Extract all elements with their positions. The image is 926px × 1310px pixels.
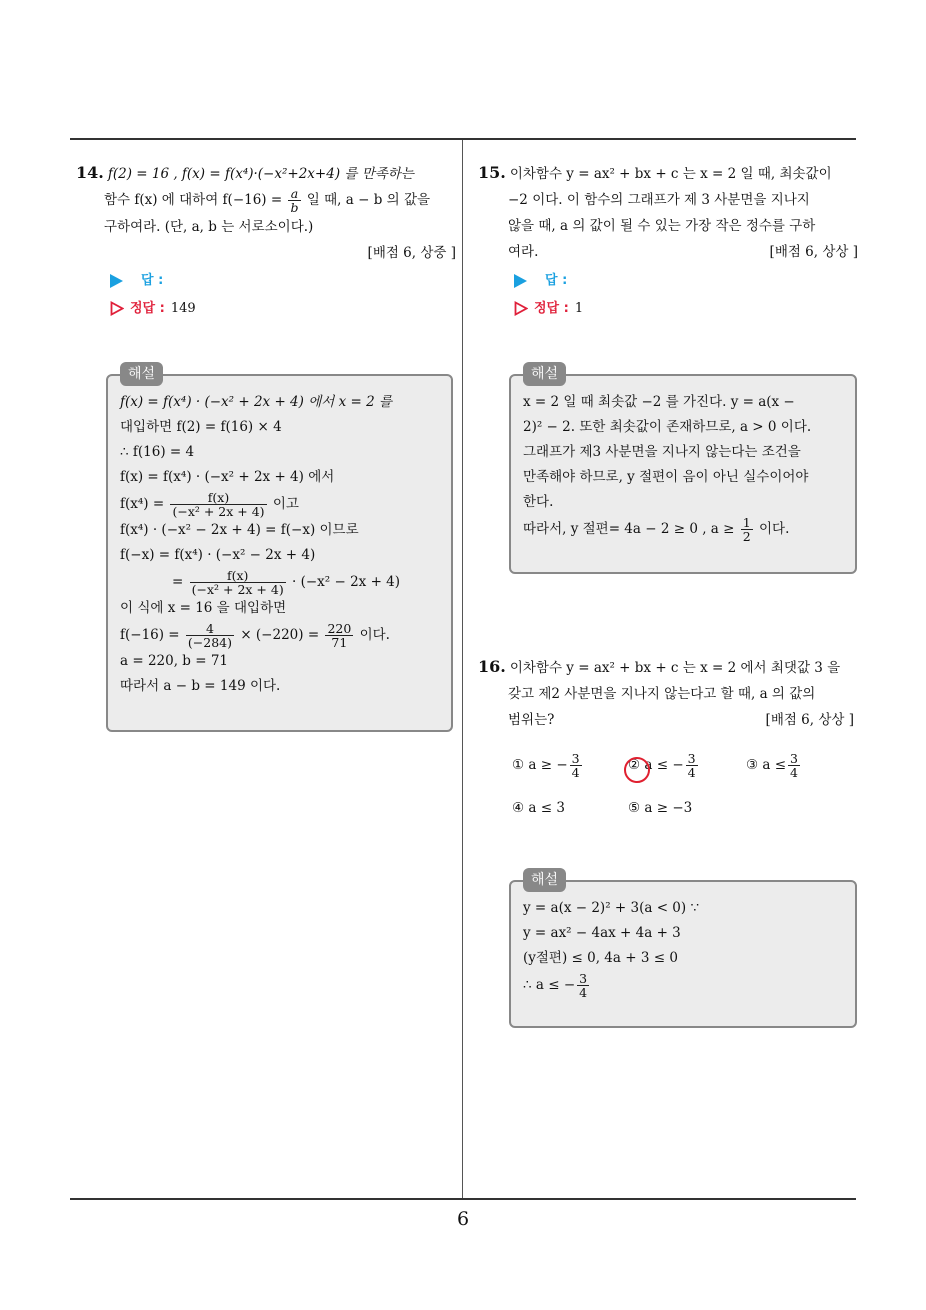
explanation-tag: 해설	[523, 868, 566, 892]
column-divider	[462, 140, 463, 1200]
correct-value: 149	[170, 301, 196, 316]
fraction-a-over-b: $\frac{a}{b}$	[290, 186, 299, 215]
question-text-line3: 않을 때, a 의 값이 될 수 있는 가장 작은 정수를 구하	[508, 218, 816, 234]
choice-3[interactable]: ③ a ≤ $\frac{3}{4}$	[746, 751, 798, 780]
answer-label: 답 :	[141, 273, 164, 288]
explanation-box-16	[509, 872, 857, 1028]
explain-line: f(x⁴) = $\frac{f(x)}{\text{(−x² + 2x + 4)}}$ 이고	[120, 490, 299, 519]
explanation-tag: 해설	[120, 362, 163, 386]
question-text-line1: f(2) = 16 , f(x) = f(x⁴)·(−x²+2x+4) 를 만족하는	[107, 166, 414, 182]
explain-line: f(x) = f(x⁴) · (−x² + 2x + 4) 에서	[120, 469, 335, 485]
score-label: [배점 6, 상상 ]	[769, 244, 858, 260]
explanation-tag: 해설	[523, 362, 566, 386]
explain-line: y = a(x − 2)² + 3(a < 0) ∵	[523, 900, 700, 916]
answer-arrow-icon	[110, 274, 123, 288]
correct-value: 1	[574, 301, 584, 316]
score-label: [배점 6, 상상 ]	[765, 712, 854, 728]
question-text-line2b: 일 때, a − b 의 값을	[306, 192, 431, 208]
explain-line: 따라서 a − b = 149 이다.	[120, 678, 281, 694]
question-14	[76, 160, 456, 266]
choice-5[interactable]: ⑤ a ≥ −3	[628, 800, 693, 816]
question-text-line2: 갖고 제2 사분면을 지나지 않는다고 할 때, a 의 값의	[508, 686, 816, 702]
correct-answer-row	[514, 296, 583, 322]
question-15	[478, 160, 858, 265]
question-number: 15.	[478, 163, 506, 182]
explain-line: y = ax² − 4ax + 4a + 3	[523, 925, 681, 941]
choice-1[interactable]: ① a ≥ − $\frac{3}{4}$	[512, 751, 580, 780]
choice-2[interactable]: ② a ≤ − $\frac{3}{4}$	[628, 751, 696, 780]
question-16	[478, 654, 858, 733]
explain-line: a = 220, b = 71	[120, 653, 229, 669]
question-text-line2a: 함수 f(x) 에 대하여 f(−16) =	[104, 192, 283, 208]
explain-line: ∴ f(16) = 4	[120, 444, 195, 460]
explain-line: 2)² − 2. 또한 최솟값이 존재하므로, a > 0 이다.	[523, 419, 812, 435]
explain-line: ∴ a ≤ − $\frac{3}{4}$	[523, 971, 588, 1000]
explain-line: 그래프가 제3 사분면을 지나지 않는다는 조건을	[523, 444, 801, 460]
question-text-line3: 범위는? [배점 6, 상상 ]	[478, 707, 858, 733]
explain-line: f(x⁴) · (−x² − 2x + 4) = f(−x) 이므로	[120, 522, 359, 538]
choice-4[interactable]: ④ a ≤ 3	[512, 800, 565, 816]
answer-row	[514, 268, 567, 294]
correct-arrow-icon	[514, 301, 528, 316]
correct-arrow-icon	[110, 301, 124, 316]
answer-label: 답 :	[545, 273, 568, 288]
score-label: [배점 6, 상중 ]	[367, 245, 456, 261]
explain-line: 한다.	[523, 494, 554, 510]
correct-answer-row	[110, 296, 196, 322]
answer-row	[110, 268, 163, 294]
correct-label: 정답 :	[130, 301, 165, 316]
top-rule	[70, 138, 856, 140]
explanation-box-15	[509, 366, 857, 574]
question-number: 14.	[76, 163, 104, 182]
explanation-box-14	[106, 366, 453, 732]
explain-line: 이 식에 x = 16 을 대입하면	[120, 600, 287, 616]
explain-line: 만족해야 하므로, y 절편이 음이 아닌 실수이어야	[523, 469, 809, 485]
selected-answer-circle	[624, 757, 650, 783]
explain-line: f(−16) = $\frac{4}{(-284)}$ × (−220) = $\frac{220}{71}$ 이다.	[120, 621, 390, 650]
explain-line: = $\frac{f(x)}{\text{(−x² + 2x + 4)}}$ · (−x² − 2x + 4)	[172, 568, 401, 597]
explain-line: 따라서, y 절편= 4a − 2 ≥ 0 , a ≥ $\frac{1}{2}$ 이다.	[523, 515, 790, 544]
explain-line: f(x) = f(x⁴) · (−x² + 2x + 4) 에서 x = 2 를	[120, 394, 393, 410]
explain-line: (y절편) ≤ 0, 4a + 3 ≤ 0	[523, 950, 678, 966]
question-text-line2: −2 이다. 이 함수의 그래프가 제 3 사분면을 지나지	[508, 192, 810, 208]
explain-line: 대입하면 f(2) = f(16) × 4	[120, 419, 282, 435]
question-text-line1: 이차함수 y = ax² + bx + c 는 x = 2 에서 최댓값 3 을	[509, 660, 841, 676]
answer-arrow-icon	[514, 274, 527, 288]
page-number: 6	[456, 1208, 470, 1230]
question-number: 16.	[478, 657, 506, 676]
question-text-line3: 구하여라. (단, a, b 는 서로소이다.)	[104, 219, 314, 235]
bottom-rule	[70, 1198, 856, 1200]
explain-line: x = 2 일 때 최솟값 −2 를 가진다. y = a(x −	[523, 394, 795, 410]
question-text-line1: 이차함수 y = ax² + bx + c 는 x = 2 일 때, 최솟값이	[509, 166, 832, 182]
explain-line: f(−x) = f(x⁴) · (−x² − 2x + 4)	[120, 547, 316, 563]
correct-label: 정답 :	[534, 301, 569, 316]
question-text-line4: 여라. [배점 6, 상상 ]	[478, 239, 858, 265]
